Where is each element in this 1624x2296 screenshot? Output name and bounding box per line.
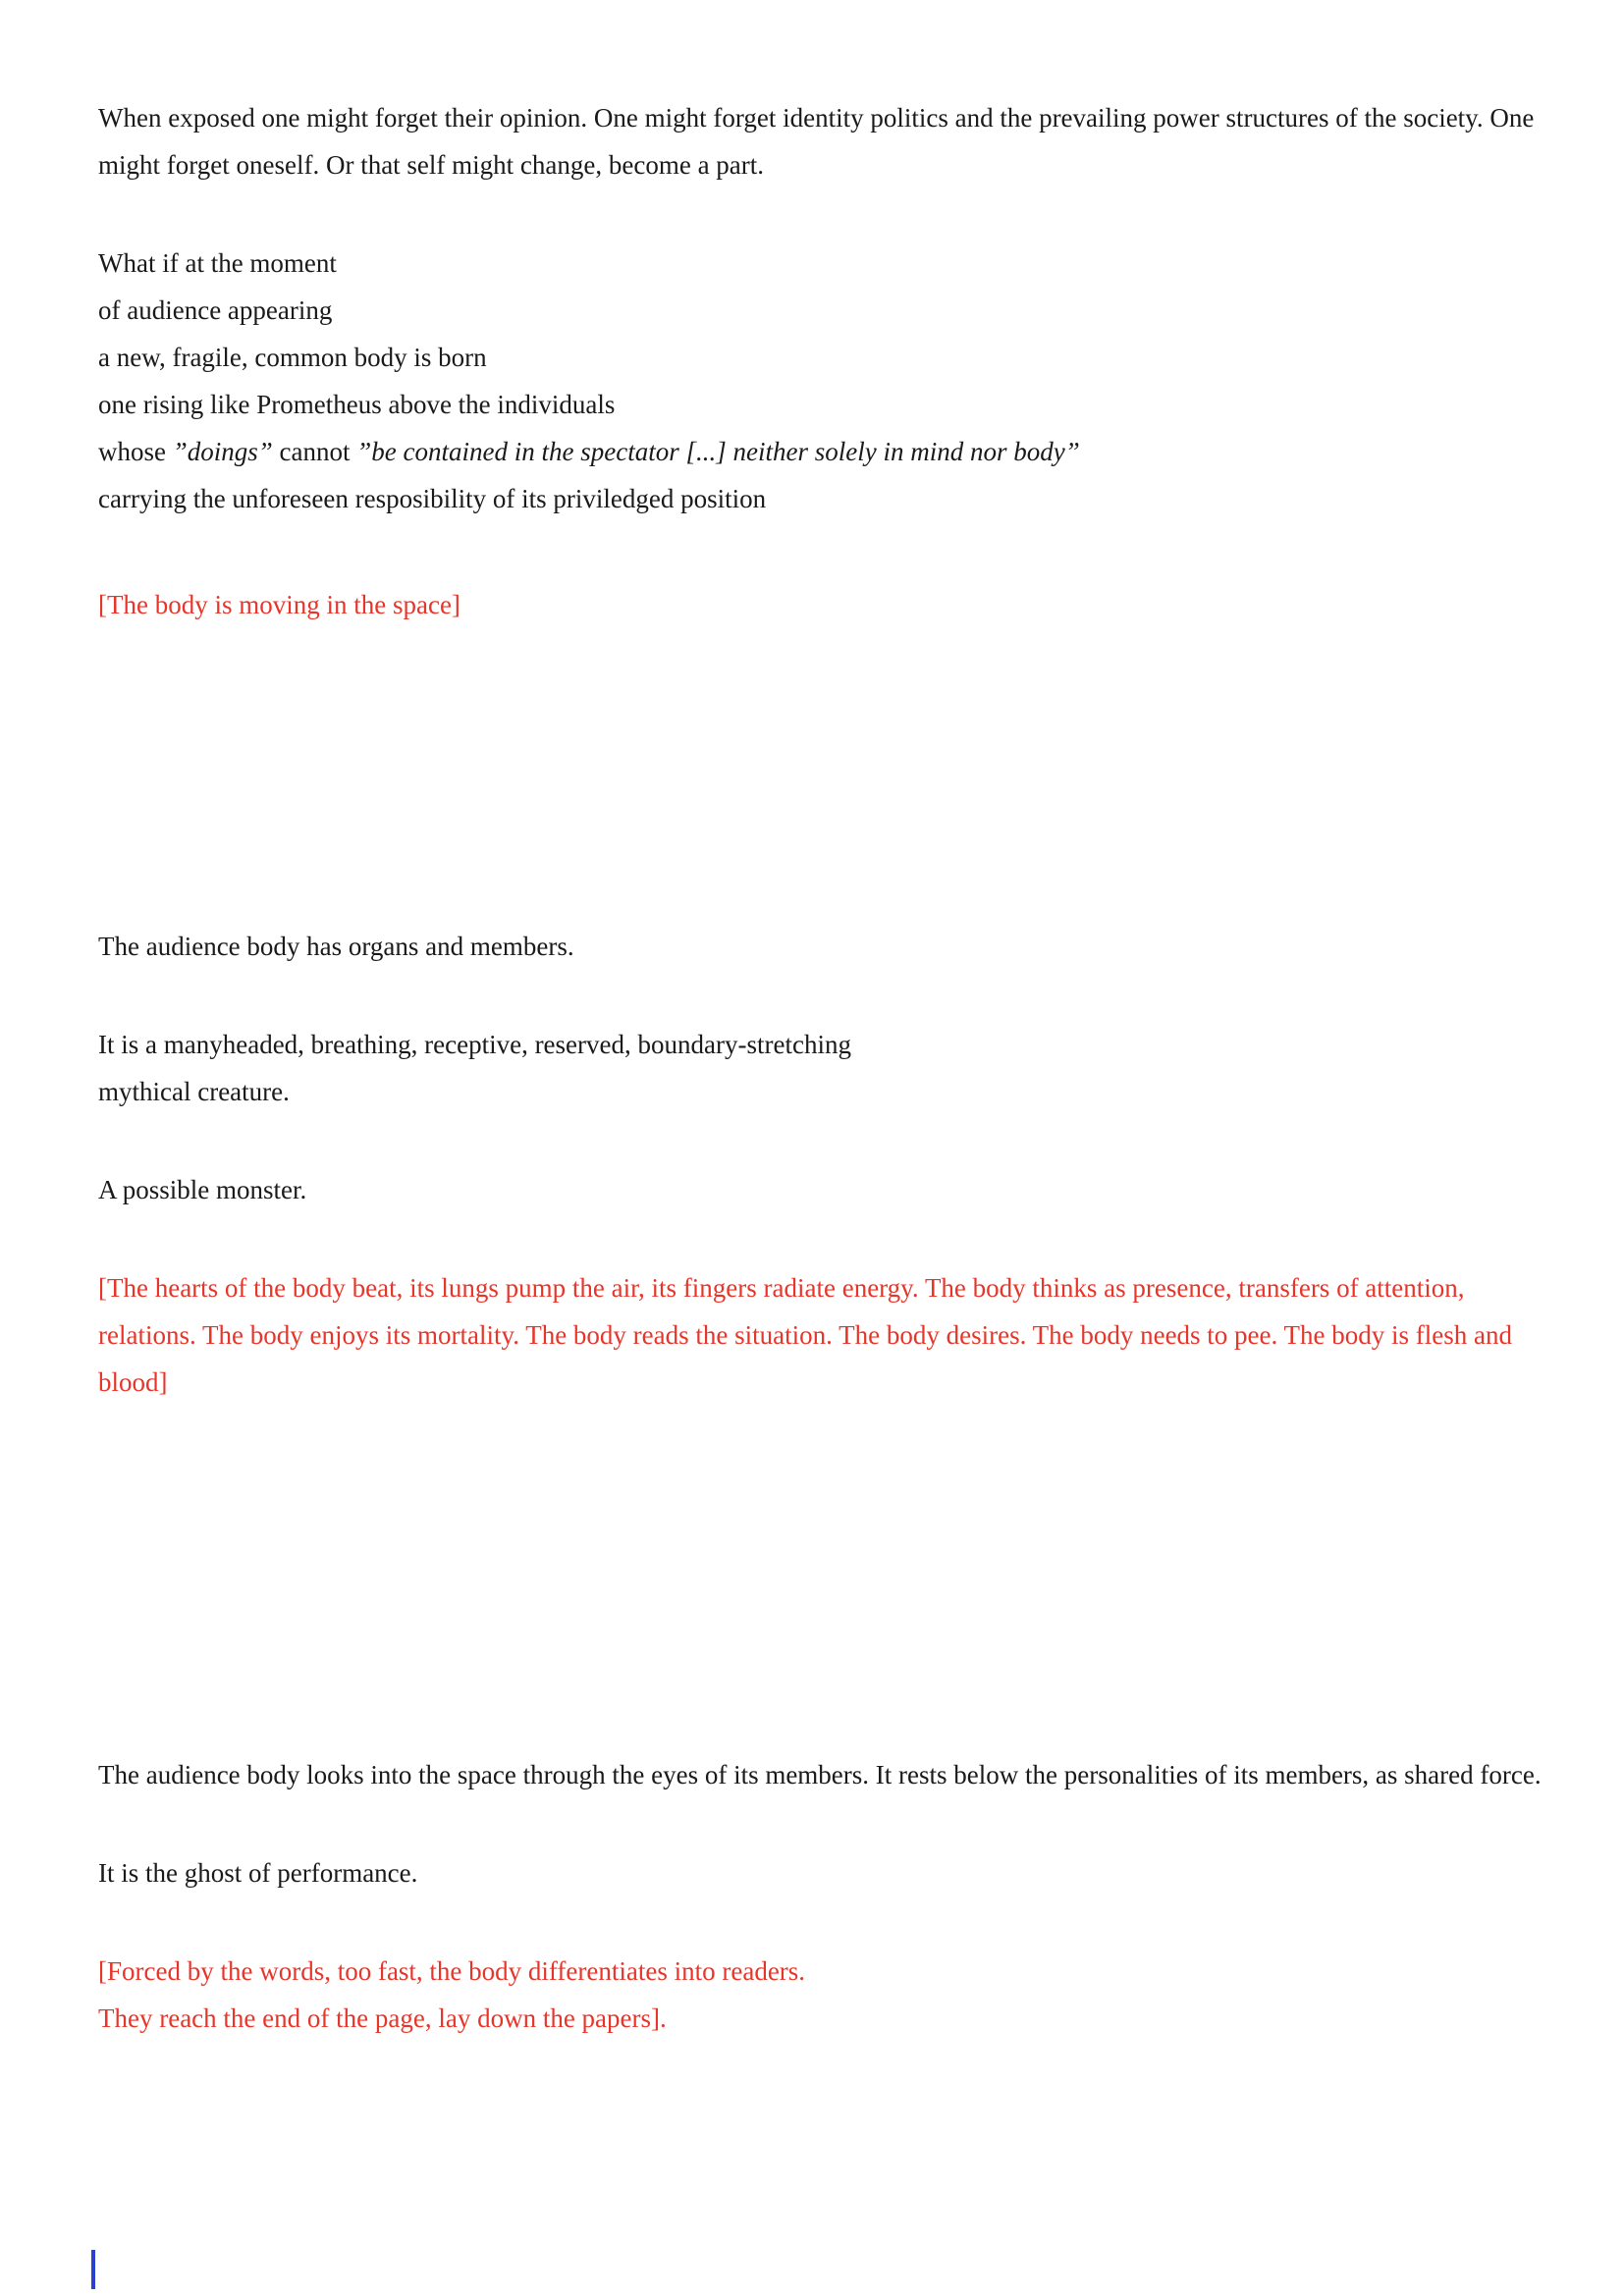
stage-direction-forced-by-words — [98, 1948, 1542, 2042]
stanza-line-4: one rising like Prometheus above the individuals — [98, 390, 616, 419]
blue-edge-mark — [91, 2250, 95, 2289]
paragraph-organs-members: The audience body has organs and members. — [98, 932, 574, 961]
stanza-what-if — [98, 240, 1542, 522]
paragraph-possible-monster: A possible monster. — [98, 1175, 307, 1204]
stage-direction-body-moving: [The body is moving in the space] — [98, 590, 460, 619]
paragraph-looks-into-space: The audience body looks into the space through the eyes of its members. It rests below the personalities of its members, as shared force. — [98, 1760, 1542, 1789]
stanza-line5-quote-contained: ”be contained in the spectator [...] neither solely in mind nor body” — [356, 437, 1080, 466]
paragraph-manyheaded — [98, 1021, 1542, 1115]
stanza-line-3: a new, fragile, common body is born — [98, 343, 487, 372]
forced-line-1: [Forced by the words, too fast, the body differentiates into readers. — [98, 1956, 806, 1986]
forced-line-2: They reach the end of the page, lay down the papers]. — [98, 2003, 667, 2033]
stanza-line-2: of audience appearing — [98, 295, 333, 325]
stanza-line5-prefix: whose — [98, 437, 173, 466]
stanza-line5-quote-doings: ”doings” — [172, 437, 273, 466]
paragraph-ghost-of-performance: It is the ghost of performance. — [98, 1858, 418, 1888]
stanza-line-6: carrying the unforeseen resposibility of its priviledged position — [98, 484, 767, 513]
manyheaded-line-2: mythical creature. — [98, 1077, 290, 1106]
manyheaded-line-1: It is a manyheaded, breathing, receptive, reserved, boundary-stretching — [98, 1030, 851, 1059]
stanza-line-1: What if at the moment — [98, 248, 337, 278]
stanza-line-5 — [98, 428, 1542, 475]
paragraph-exposed: When exposed one might forget their opinion. One might forget identity politics and the prevailing power structures of the society. One might forget oneself. Or that self might change, become a part. — [98, 103, 1535, 180]
stanza-line5-mid: cannot — [272, 437, 357, 466]
stage-direction-hearts-beat: [The hearts of the body beat, its lungs pump the air, its fingers radiate energy. The body thinks as presence, transfers of attention, relations. The body enjoys its mortality. The body reads the situation. The body desires. The body needs to pee. The body is flesh and blood] — [98, 1273, 1512, 1397]
